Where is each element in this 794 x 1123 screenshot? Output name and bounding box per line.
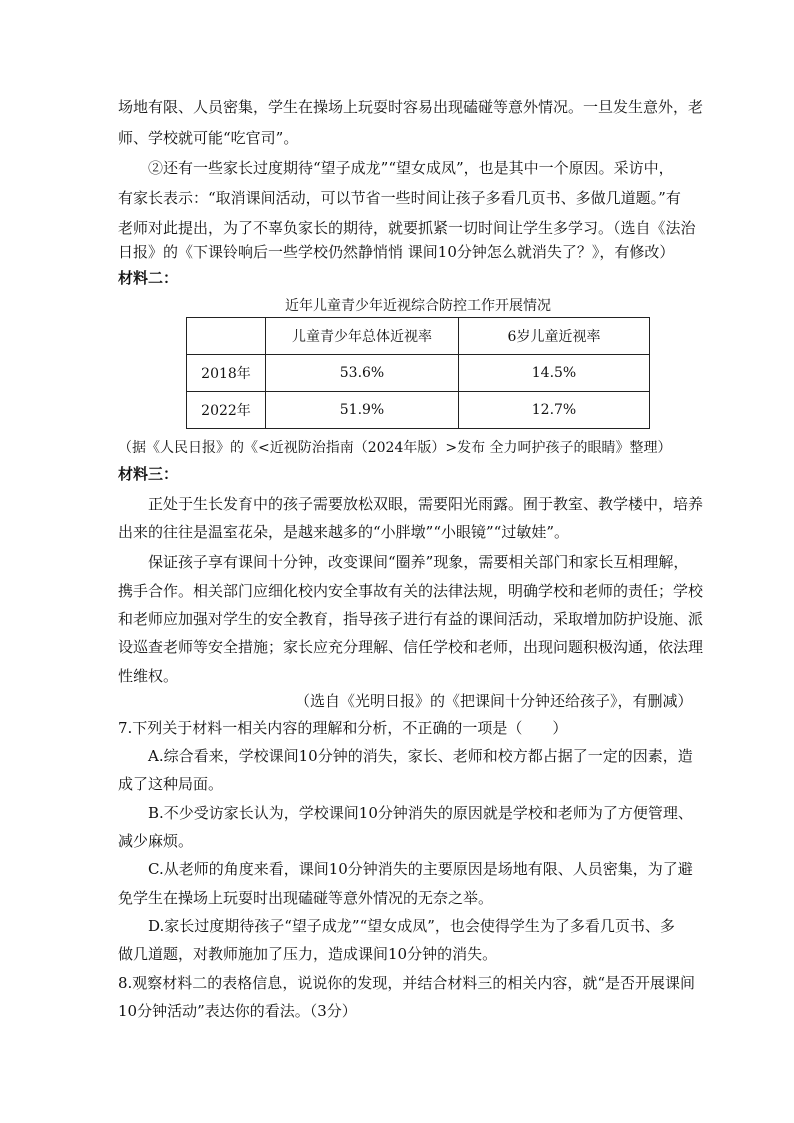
material3-line: 正处于生长发育中的孩子需要放松双眼，需要阳光雨露。囿于教室、教学楼中，培养 xyxy=(148,495,704,513)
table-cell: 53.6% xyxy=(266,355,459,392)
question-7-option-b: 减少麻烦。 xyxy=(118,832,194,850)
question-7-option-c: 免学生在操场上玩耍时出现磕碰等意外情况的无奈之举。 xyxy=(118,889,494,907)
table-cell: 2018年 xyxy=(187,355,266,392)
question-7-stem: 7.下列关于材料一相关内容的理解和分析，不正确的一项是（ ） xyxy=(118,719,568,737)
myopia-table xyxy=(186,317,650,429)
question-7-option-d: D.家长过度期待孩子“望子成龙”“望女成凤”，也会使得学生为了多看几页书、多 xyxy=(148,917,675,935)
material2-heading: 材料二： xyxy=(118,269,179,287)
question-7-option-a: A.综合看来，学校课间10分钟的消失，家长、老师和校方都占据了一定的因素，造 xyxy=(148,747,693,765)
question-7-option-c: C.从老师的角度来看，课间10分钟消失的主要原因是场地有限、人员密集，为了避 xyxy=(148,860,693,878)
question-7-option-d: 做几道题，对教师施加了压力，造成课间10分钟的消失。 xyxy=(118,945,498,963)
material3-heading: 材料三： xyxy=(118,465,179,483)
material1-line: 有家长表示：“取消课间活动，可以节省一些时间让孩子多看几页书、多做几道题。”有 xyxy=(118,189,681,207)
table-cell: 14.5% xyxy=(459,355,650,392)
table-row xyxy=(187,355,650,392)
material3-line: 性维权。 xyxy=(118,667,179,685)
material2-source: （据《人民日报》的《<近视防治指南（2024年版）>发布 全力呵护孩子的眼睛》整理） xyxy=(118,440,672,456)
question-7-option-b: B.不少受访家长认为，学校课间10分钟消失的原因就是学校和老师为了方便管理、 xyxy=(148,804,693,822)
question-7-option-a: 成了这种局面。 xyxy=(118,775,224,793)
material3-line: 携手合作。相关部门应细化校内安全事故有关的法律法规，明确学校和老师的责任；学校 xyxy=(118,582,704,600)
table-header-cell xyxy=(187,318,266,355)
material1-source: 日报》的《下课铃响后一些学校仍然静悄悄 课间10分钟怎么就消失了？》，有修改） xyxy=(118,243,675,261)
material1-line: 师、学校就可能“吃官司”。 xyxy=(118,129,299,147)
table-header-cell: 6岁儿童近视率 xyxy=(459,318,650,355)
table-title: 近年儿童青少年近视综合防控工作开展情况 xyxy=(285,298,551,314)
table-cell: 51.9% xyxy=(266,392,459,429)
material3-source: （选自《光明日报》的《把课间十分钟还给孩子》，有删减） xyxy=(295,692,693,710)
material1-line: ②还有一些家长过度期待“望子成龙”“望女成凤”，也是其中一个原因。采访中， xyxy=(148,159,674,177)
question-8-line: 10分钟活动”表达你的看法。（3分） xyxy=(118,1002,357,1020)
table-header-row xyxy=(187,318,650,355)
table-cell: 12.7% xyxy=(459,392,650,429)
material3-line: 和老师应加强对学生的安全教育，指导孩子进行有益的课间活动，采取增加防护设施、派 xyxy=(118,610,704,628)
table-header-cell: 儿童青少年总体近视率 xyxy=(266,318,459,355)
material3-line: 保证孩子享有课间十分钟，改变课间“圈养”现象，需要相关部门和家长互相理解， xyxy=(148,553,689,571)
table-cell: 2022年 xyxy=(187,392,266,429)
question-8-line: 8.观察材料二的表格信息，说说你的发现，并结合材料三的相关内容，就“是否开展课间 xyxy=(118,974,695,992)
material3-line: 设巡查老师等安全措施；家长应充分理解、信任学校和老师，出现问题积极沟通，依法理 xyxy=(118,638,704,656)
material3-line: 出来的往往是温室花朵，是越来越多的“小胖墩”“小眼镜”“过敏娃”。 xyxy=(118,523,570,541)
table-row xyxy=(187,392,650,429)
material1-line: 场地有限、人员密集，学生在操场上玩耍时容易出现磕碰等意外情况。一旦发生意外，老 xyxy=(118,98,704,116)
material1-line: 老师对此提出，为了不辜负家长的期待，就要抓紧一切时间让学生多学习。（选自《法治 xyxy=(118,219,696,237)
